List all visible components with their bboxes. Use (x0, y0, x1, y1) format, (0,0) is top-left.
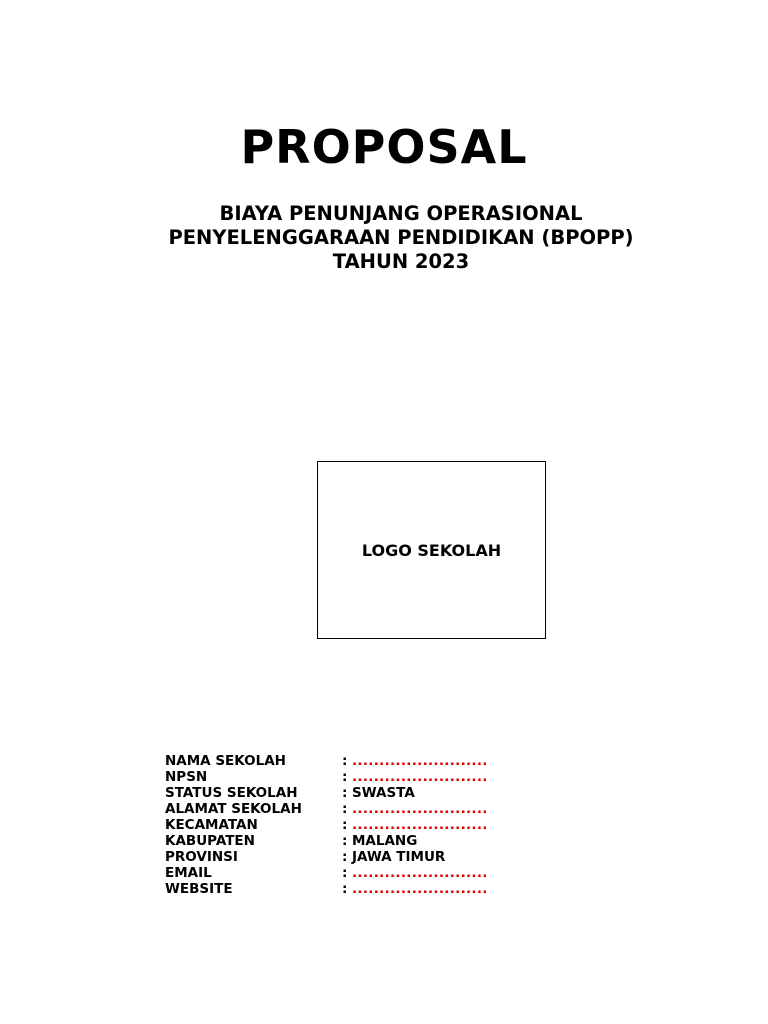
info-separator: : (342, 785, 348, 801)
info-separator: : (342, 801, 348, 817)
subtitle-line-1: BIAYA PENUNJANG OPERASIONAL (219, 202, 583, 225)
info-row-provinsi (165, 849, 488, 865)
info-value-blank: ......................... (352, 769, 488, 785)
info-label: KECAMATAN (165, 817, 258, 833)
info-separator: : (342, 833, 348, 849)
logo-placeholder-label: LOGO SEKOLAH (361, 540, 502, 560)
info-value: SWASTA (352, 785, 415, 801)
info-row-website (165, 881, 488, 897)
info-value-blank: ......................... (352, 881, 488, 897)
info-row-npsn (165, 769, 488, 785)
info-label: STATUS SEKOLAH (165, 785, 298, 801)
info-value-blank: ......................... (352, 753, 488, 769)
info-value-blank: ......................... (352, 801, 488, 817)
info-value: MALANG (352, 833, 418, 849)
info-row-nama-sekolah (165, 753, 488, 769)
subtitle-line-2: PENYELENGGARAAN PENDIDIKAN (BPOPP) (168, 226, 634, 249)
info-label: NPSN (165, 769, 208, 785)
info-separator: : (342, 769, 348, 785)
info-separator: : (342, 881, 348, 897)
info-label: ALAMAT SEKOLAH (165, 801, 302, 817)
info-separator: : (342, 865, 348, 881)
school-info-list (165, 753, 488, 897)
info-row-email (165, 865, 488, 881)
logo-placeholder-box (317, 461, 546, 639)
info-separator: : (342, 753, 348, 769)
info-separator: : (342, 817, 348, 833)
info-row-alamat-sekolah (165, 801, 488, 817)
info-label: EMAIL (165, 865, 212, 881)
info-value-blank: ......................... (352, 817, 488, 833)
subtitle-line-3: TAHUN 2023 (332, 250, 470, 273)
document-title: PROPOSAL (240, 120, 528, 174)
info-label: KABUPATEN (165, 833, 255, 849)
info-row-status-sekolah (165, 785, 488, 801)
info-label: WEBSITE (165, 881, 233, 897)
info-value: JAWA TIMUR (352, 849, 446, 865)
info-row-kecamatan (165, 817, 488, 833)
info-label: NAMA SEKOLAH (165, 753, 286, 769)
info-row-kabupaten (165, 833, 488, 849)
info-label: PROVINSI (165, 849, 238, 865)
info-separator: : (342, 849, 348, 865)
info-value-blank: ......................... (352, 865, 488, 881)
document-subtitle (0, 202, 768, 274)
